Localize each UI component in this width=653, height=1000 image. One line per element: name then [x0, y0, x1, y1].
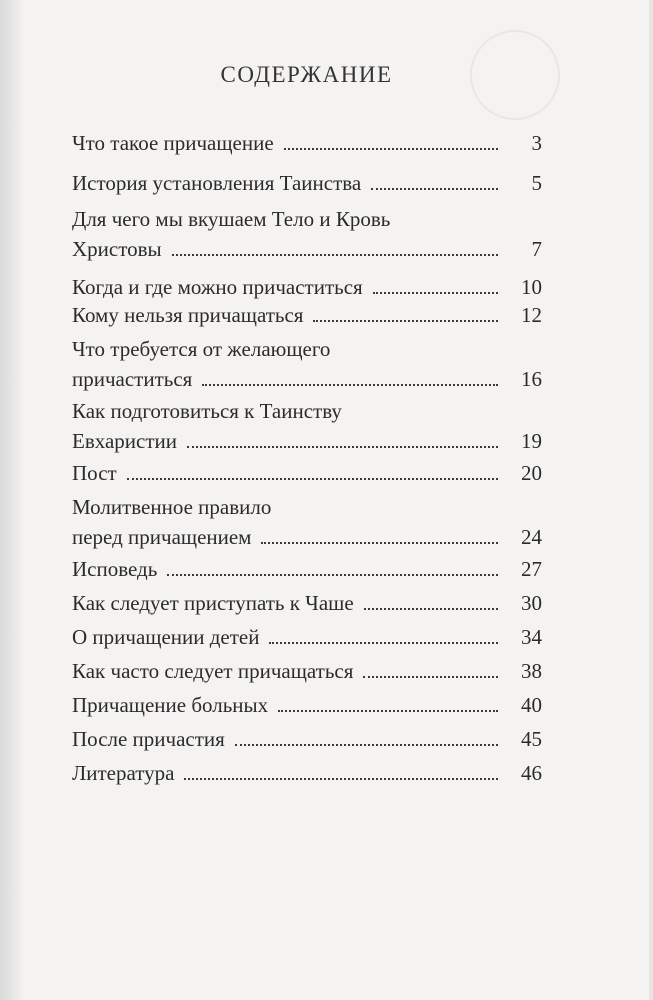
toc-entry [72, 724, 542, 754]
toc-page-number: 34 [521, 625, 542, 649]
toc-entry [72, 272, 542, 302]
toc-entry-line [72, 622, 542, 652]
toc-entry-line [72, 300, 542, 330]
toc-page-number: 45 [521, 727, 542, 751]
toc-entry-title: Как следует приступать к Чаше [72, 591, 354, 615]
toc-entry-line [72, 234, 542, 264]
toc-page-number: 5 [531, 171, 542, 195]
dot-leader [269, 642, 498, 644]
dot-leader [313, 320, 498, 322]
toc-entry-line [72, 364, 542, 394]
toc-entry-line [72, 272, 542, 302]
toc-entry-title: причаститься [72, 367, 193, 391]
toc-entry-title: Литература [72, 761, 175, 785]
toc-page-number: 3 [531, 131, 542, 155]
dot-leader [371, 188, 498, 190]
toc-page-number: 24 [521, 525, 542, 549]
toc-entry-line [72, 758, 542, 788]
dot-leader [127, 478, 498, 480]
dot-leader [167, 574, 498, 576]
toc-entry-title: Кому нельзя причащаться [72, 303, 304, 327]
toc-entry-title: Причащение больных [72, 693, 269, 717]
dot-leader [202, 384, 498, 386]
toc-entry-title: Исповедь [72, 557, 158, 581]
toc-entry-title: История установления Таинства [72, 171, 362, 195]
toc-page-number: 7 [531, 237, 542, 261]
toc-entry-title: перед причащением [72, 525, 252, 549]
toc-entry [72, 168, 542, 198]
toc-entry-line [72, 168, 542, 198]
toc-entry [72, 588, 542, 618]
dot-leader [184, 778, 498, 780]
toc-entry-title: Когда и где можно причаститься [72, 275, 363, 299]
toc-entry-line [72, 458, 542, 488]
dot-leader [172, 254, 498, 256]
toc-page-number: 12 [521, 303, 542, 327]
toc-entry-line [72, 522, 542, 552]
toc-entry [72, 458, 542, 488]
toc-entry [72, 554, 542, 584]
toc-entry-title: Для чего мы вкушаем Тело и Кровь [72, 207, 391, 231]
toc-entry-title: Христовы [72, 237, 162, 261]
toc-page-number: 38 [521, 659, 542, 683]
toc-entry [72, 396, 542, 456]
dot-leader [284, 148, 498, 150]
toc-entry-title: О причащении детей [72, 625, 260, 649]
toc-entry-title: Что такое причащение [72, 131, 274, 155]
toc-entry-title: Что требуется от желающего [72, 337, 331, 361]
toc-entry-line [72, 128, 542, 158]
toc-entry [72, 492, 542, 552]
toc-entry-line [72, 492, 542, 522]
toc-entry [72, 128, 542, 158]
dot-leader [373, 292, 498, 294]
toc-entry-line [72, 588, 542, 618]
toc-entry-title: Молитвенное правило [72, 495, 272, 519]
toc-entry [72, 300, 542, 330]
toc-page-number: 30 [521, 591, 542, 615]
toc-page-number: 46 [521, 761, 542, 785]
toc-page-number: 19 [521, 429, 542, 453]
dot-leader [278, 710, 498, 712]
toc-entry-line [72, 204, 542, 234]
page-title: СОДЕРЖАНИЕ [220, 62, 393, 87]
toc-entry-title: Как часто следует причащаться [72, 659, 354, 683]
toc-entry [72, 758, 542, 788]
toc-page-number: 20 [521, 461, 542, 485]
toc-entry-line [72, 656, 542, 686]
toc-entry-title: Пост [72, 461, 117, 485]
toc-entry-title: Евхаристии [72, 429, 177, 453]
dot-leader [187, 446, 498, 448]
dot-leader [364, 608, 498, 610]
toc-entry-line [72, 724, 542, 754]
toc-entry-line [72, 554, 542, 584]
toc-entry [72, 334, 542, 394]
toc-page-number: 40 [521, 693, 542, 717]
page-gutter-shadow [0, 0, 24, 1000]
toc-page-number: 10 [521, 275, 542, 299]
toc-entry-title: Как подготовиться к Таинству [72, 399, 342, 423]
toc-page-number: 27 [521, 557, 542, 581]
toc-entry-line [72, 396, 542, 426]
toc-entry-line [72, 334, 542, 364]
toc-entry [72, 204, 542, 264]
toc-entry [72, 690, 542, 720]
page-edge [649, 0, 653, 1000]
toc-entry [72, 656, 542, 686]
toc-entry [72, 622, 542, 652]
toc-page-number: 16 [521, 367, 542, 391]
toc-entry-line [72, 690, 542, 720]
toc-entry-title: После причастия [72, 727, 225, 751]
dot-leader [261, 542, 498, 544]
toc-entry-line [72, 426, 542, 456]
dot-leader [235, 744, 498, 746]
dot-leader [363, 676, 498, 678]
